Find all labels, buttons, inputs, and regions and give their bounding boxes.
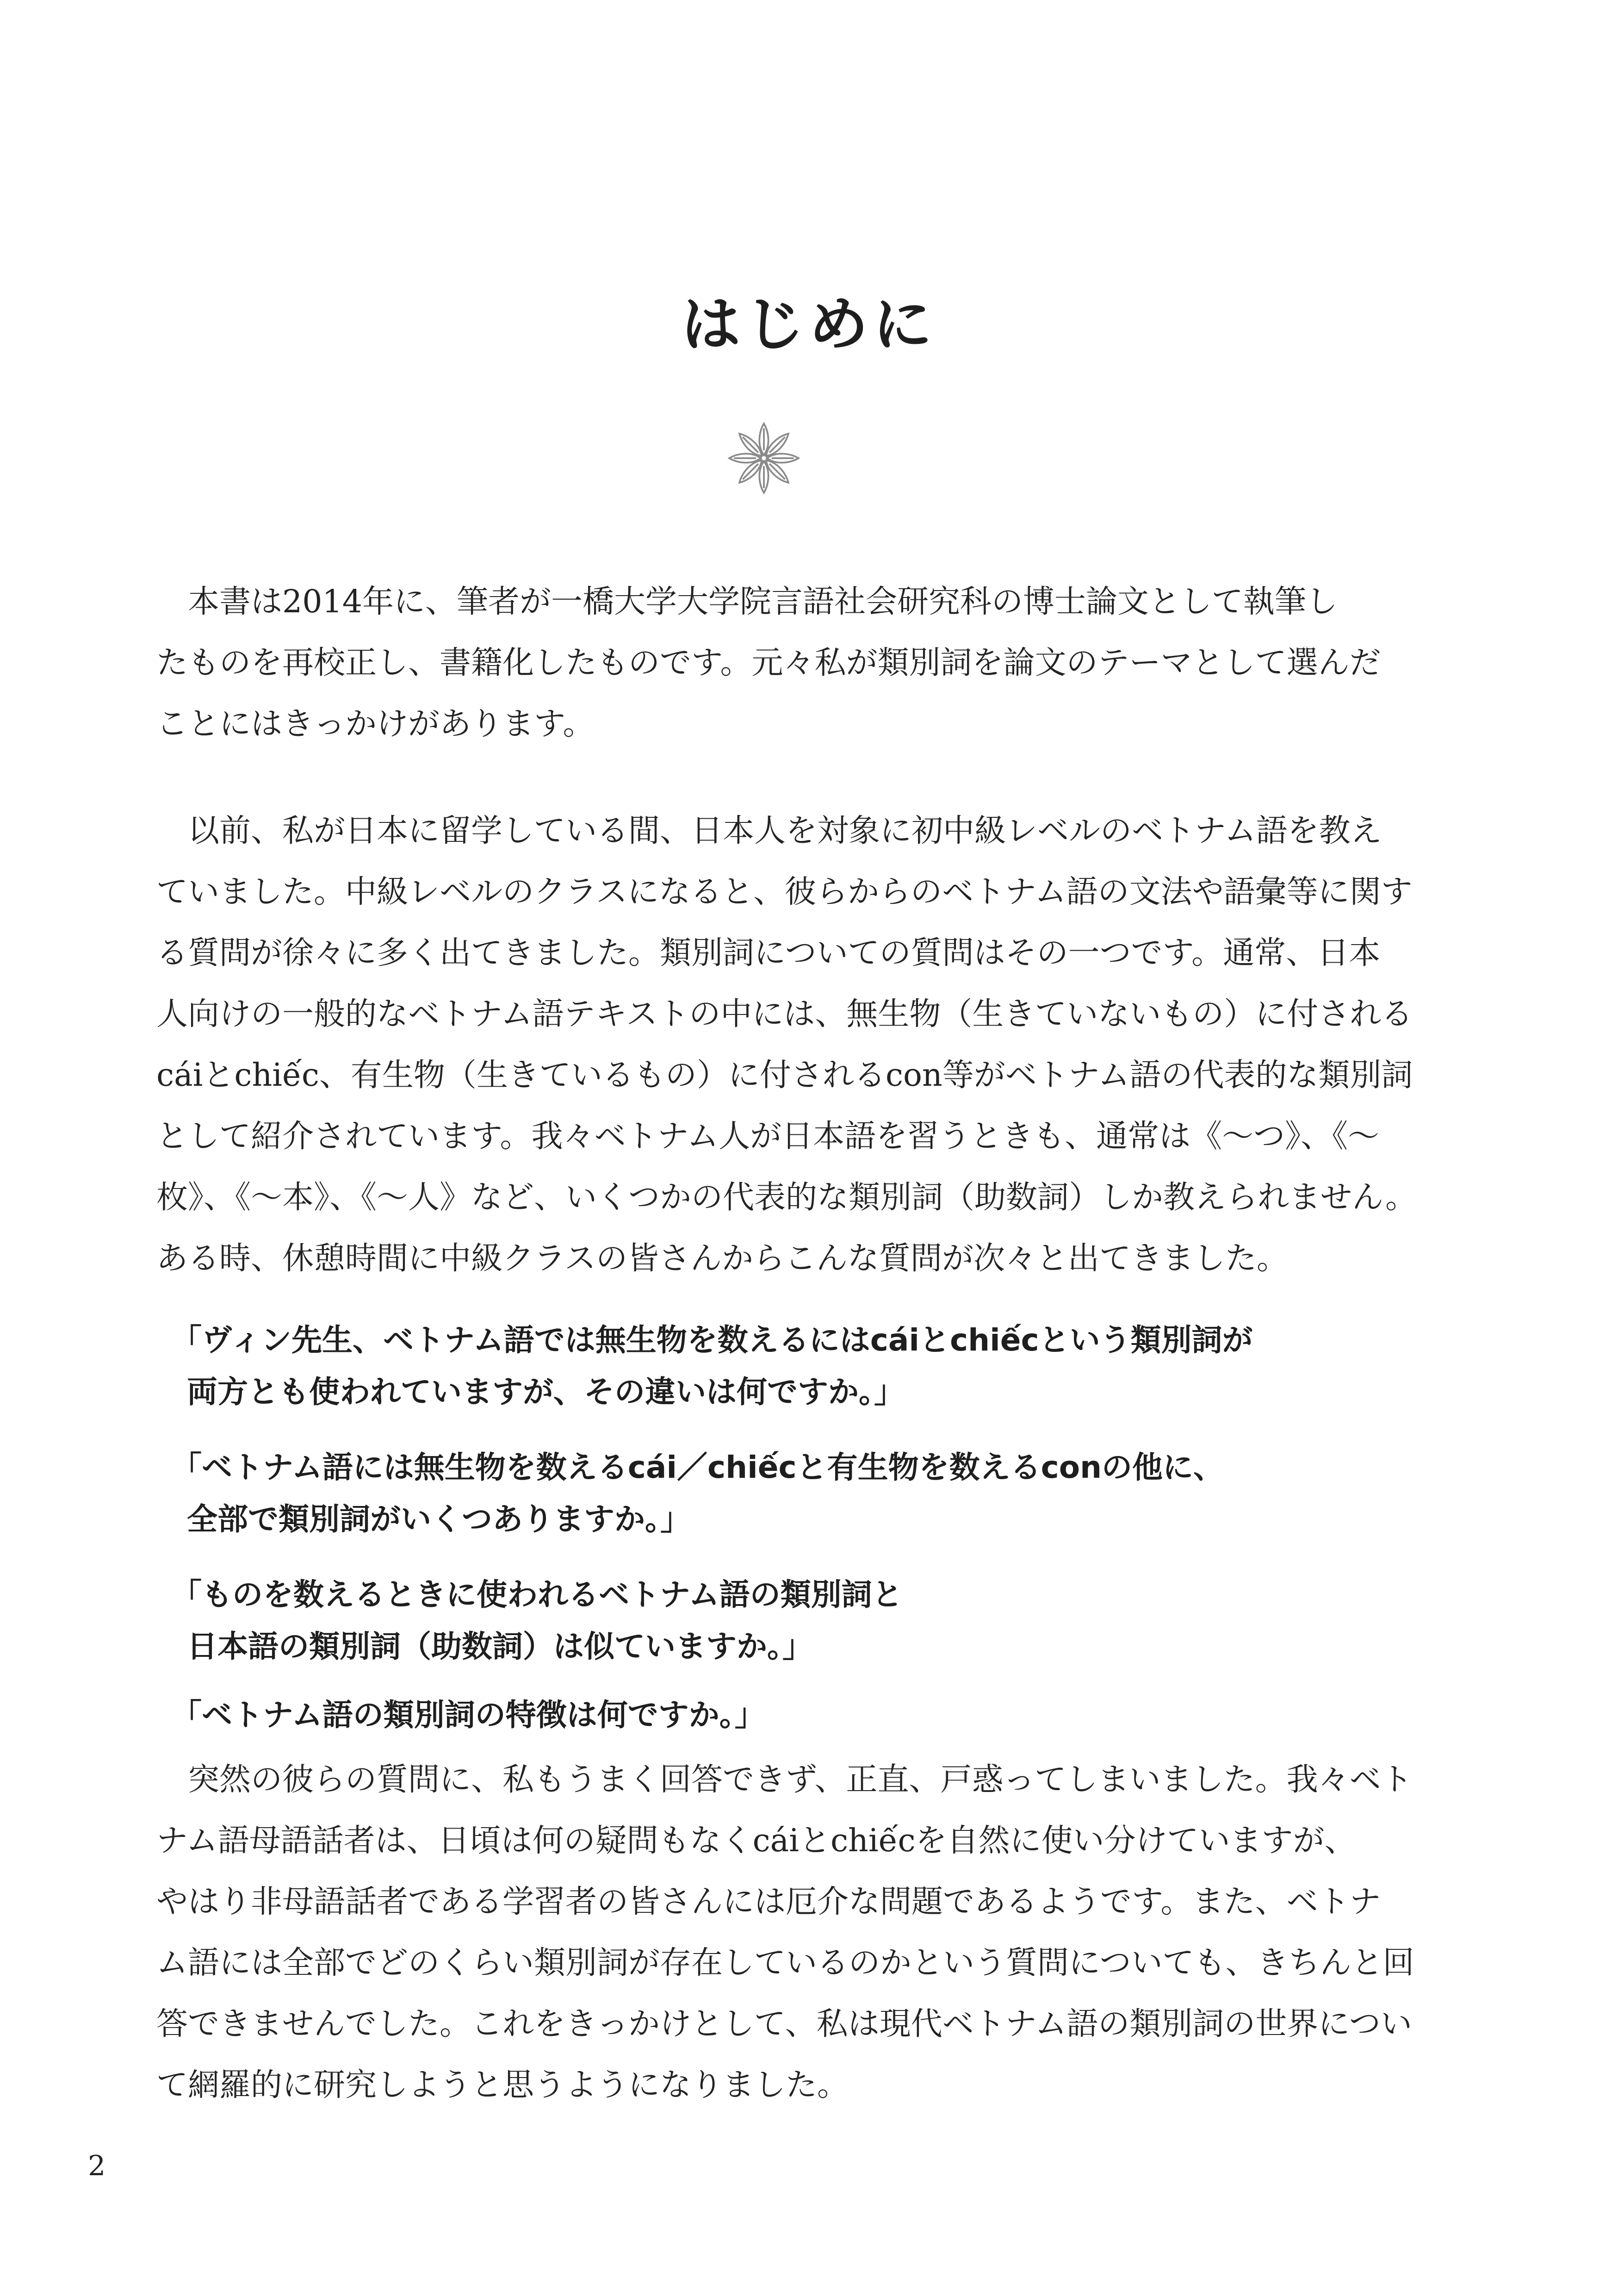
- quote-line: 「ヴィン先生、ベトナム語では無生物を数えるにはcáiとchiếcという類別詞が: [171, 1322, 1253, 1358]
- paragraph-line: る質問が徐々に多く出てきました。類別詞についての質問はその一つです。通常、日本: [156, 935, 1381, 971]
- paragraph-line: 以前、私が日本に留学している間、日本人を対象に初中級レベルのベトナム語を教え: [188, 813, 1382, 849]
- quote-block: [171, 1689, 1374, 1741]
- paragraph-line: ム語には全部でどのくらい類別詞が存在しているのかという質問についても、きちんと回: [156, 1945, 1414, 1981]
- paragraph-background: [156, 801, 1417, 1289]
- paragraph-line: やはり非母語話者である学習者の皆さんには厄介な問題であるようです。また、ベトナ: [156, 1884, 1381, 1920]
- paragraph-line: ていました。中級レベルのクラスになると、彼らからのベトナム語の文法や語彙等に関す: [156, 874, 1413, 910]
- quote-line: 「ものを数えるときに使われるベトナム語の類別詞と: [171, 1577, 903, 1612]
- quote-line: 「ベトナム語の類別詞の特徴は何ですか。」: [171, 1697, 765, 1733]
- quote-block: [171, 1442, 1374, 1545]
- paragraph-line: ことにはきっかけがあります。: [156, 706, 595, 742]
- paragraph-line: 本書は2014年に、筆者が一橋大学大学院言語社会研究科の博士論文として執筆し: [188, 584, 1338, 620]
- quote-line: 日本語の類別詞（助数詞）は似ていますか。」: [187, 1629, 813, 1664]
- quote-block: [171, 1569, 1374, 1673]
- paragraph-line: 答できませんでした。これをきっかけとして、私は現代ベトナム語の類別詞の世界につい: [156, 2006, 1412, 2042]
- paragraph-line: cáiとchiếc、有生物（生きているもの）に付されるcon等がベトナム語の代表的な類別詞: [156, 1057, 1413, 1094]
- flower-ornament-icon: [725, 419, 803, 498]
- page-number: 2: [88, 2150, 106, 2182]
- quote-block: [171, 1314, 1374, 1418]
- paragraph-conclusion: [156, 1749, 1414, 2116]
- paragraph-line: たものを再校正し、書籍化したものです。元々私が類別詞を論文のテーマとして選んだ: [156, 645, 1381, 681]
- quote-line: 全部で類別詞がいくつありますか。」: [187, 1501, 691, 1537]
- paragraph-line: て網羅的に研究しようと思うようになりました。: [156, 2067, 849, 2103]
- paragraph-line: 人向けの一般的なベトナム語テキストの中には、無生物（生きていないもの）に付される: [156, 996, 1413, 1033]
- page-title: はじめに: [681, 290, 937, 359]
- paragraph-line: ある時、休憩時間に中級クラスの皆さんからこんな質問が次々と出てきました。: [156, 1240, 1288, 1277]
- paragraph-line: 枚》、《〜本》、《〜人》など、いくつかの代表的な類別詞（助数詞）しか教えられません。: [156, 1179, 1417, 1216]
- paragraph-line: として紹介されています。我々ベトナム人が日本語を習うときも、通常は《〜つ》、《〜: [156, 1118, 1380, 1155]
- paragraph-line: 突然の彼らの質問に、私もうまく回答できず、正直、戸惑ってしまいました。我々ベト: [188, 1761, 1413, 1798]
- quote-line: 「ベトナム語には無生物を数えるcái／chiếcと有生物を数えるconの他に、: [171, 1450, 1224, 1485]
- quote-line: 両方とも使われていますが、その違いは何ですか。」: [187, 1374, 905, 1410]
- paragraph-line: ナム語母語話者は、日頃は何の疑問もなくcáiとchiếcを自然に使い分けていますが、: [156, 1823, 1356, 1859]
- paragraph-intro: [156, 572, 1406, 755]
